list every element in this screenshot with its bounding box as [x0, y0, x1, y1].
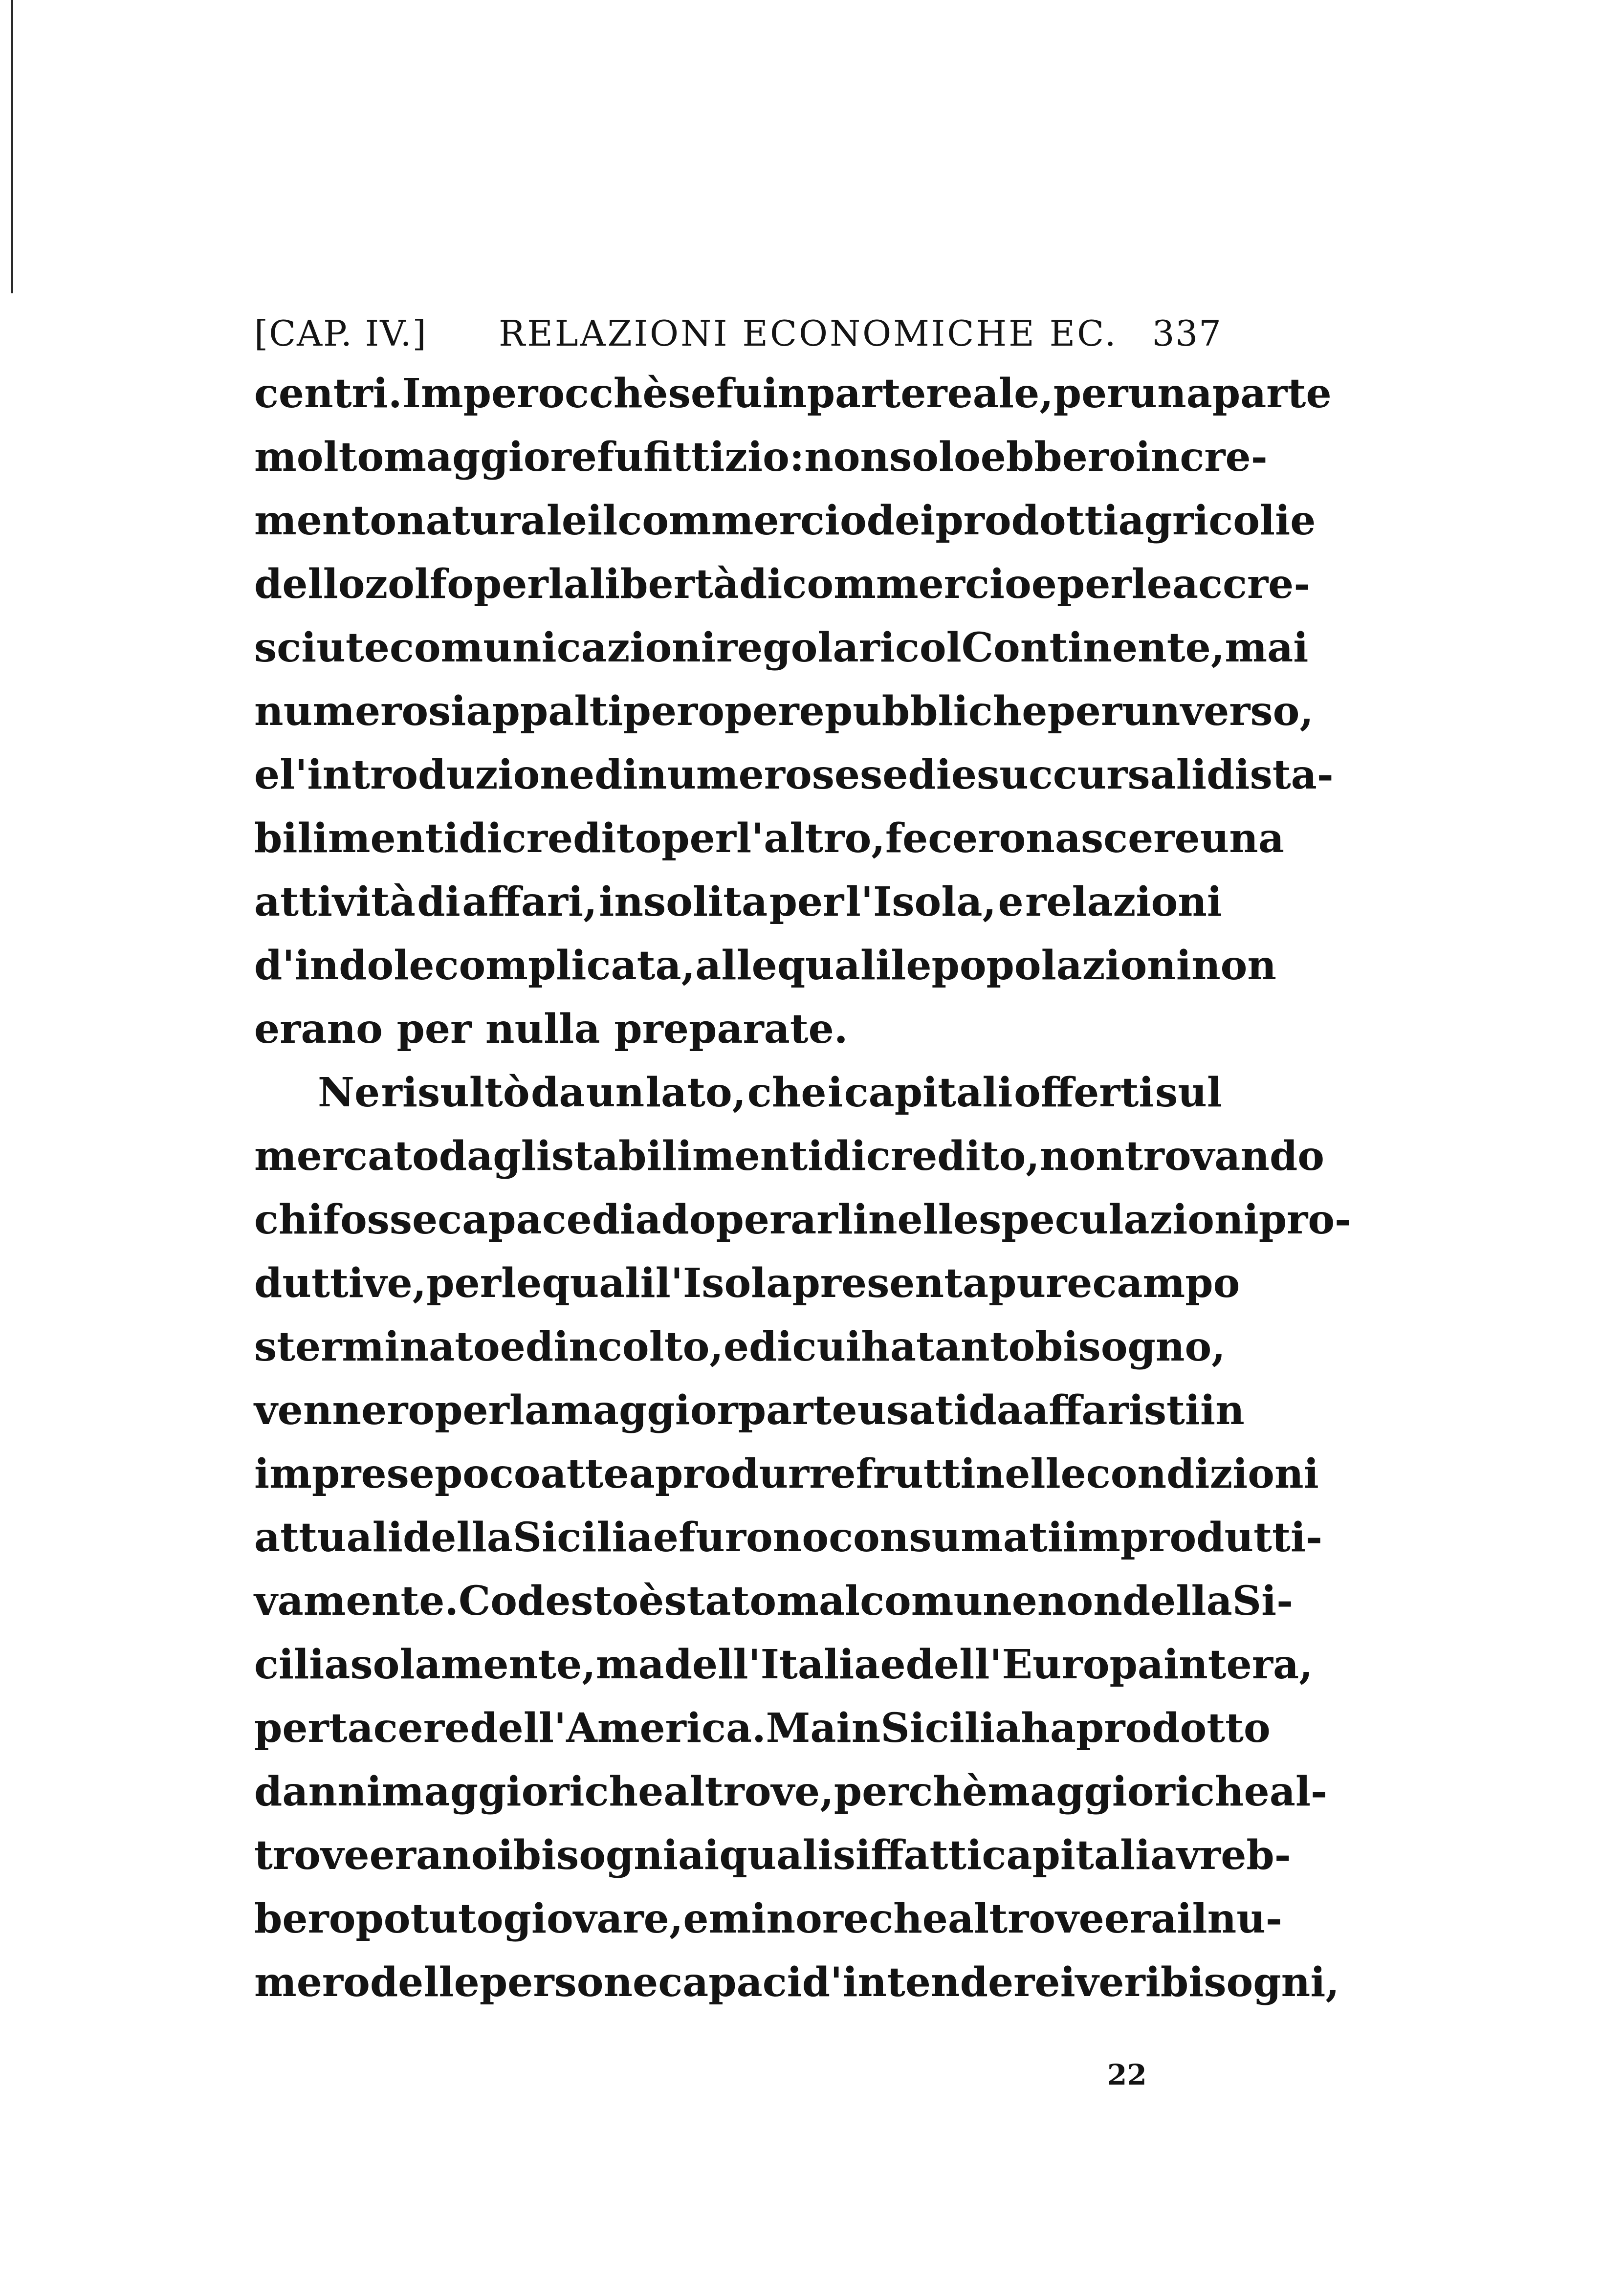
- text-line: e l'introduzione di numerose sedi e succursali di sta-: [254, 751, 1334, 798]
- text-line: sterminato ed incolto, e di cui ha tanto bisogno,: [254, 1323, 1226, 1370]
- page-number: 337: [1152, 313, 1222, 354]
- text-line: trove erano i bisogni ai quali siffatti capitali avreb-: [254, 1832, 1291, 1879]
- text-line: bilimenti di credito per l'altro, fecero nascere una: [254, 815, 1285, 862]
- text-line: vamente. Codesto è stato mal comune non della Si-: [254, 1578, 1294, 1625]
- binding-edge-line: [11, 0, 13, 293]
- chapter-label: [CAP. IV.]: [254, 313, 427, 354]
- text-line: centri. Imperocchè se fu in parte reale, per una parte: [254, 370, 1332, 417]
- text-line: vennero per la maggior parte usati da affaristi in: [254, 1387, 1245, 1434]
- text-line: attività di affari, insolita per l'Isola, e relazioni: [254, 879, 1222, 925]
- text-line: molto maggiore fu fittizio: non solo ebbero incre-: [254, 434, 1268, 481]
- body-text: [254, 362, 1352, 2014]
- text-line: mero delle persone capaci d'intendere i veri bisogni,: [254, 1959, 1339, 2006]
- text-line: danni maggiori che altrove, perchè maggiori che al-: [254, 1768, 1328, 1815]
- text-line: dello zolfo per la libertà di commercio e per le accre-: [254, 561, 1311, 608]
- text-line: imprese poco atte a produrre frutti nelle condizioni: [254, 1451, 1319, 1497]
- signature-mark: 22: [1107, 2058, 1147, 2091]
- text-line: d'indole complicata, alle quali le popolazioni non: [254, 942, 1276, 989]
- text-line: chi fosse capace di adoperarli nelle speculazioni pro-: [254, 1196, 1352, 1243]
- text-line-paragraph-end: erano per nulla preparate.: [254, 1006, 848, 1053]
- text-line: numerosi appalti per opere pubbliche per un verso,: [254, 688, 1314, 735]
- text-line: cilia solamente, ma dell'Italia e dell'Europa intera,: [254, 1641, 1313, 1688]
- running-header: [254, 303, 1222, 357]
- text-line: attuali della Sicilia e furono consumati improdutti-: [254, 1514, 1323, 1561]
- text-line: mercato dagli stabilimenti di credito, non trovando: [254, 1133, 1324, 1180]
- text-line-paragraph-start: Ne risultò da un lato, che i capitali offerti sul: [318, 1069, 1222, 1116]
- text-line: mento naturale il commercio dei prodotti agricoli e: [254, 497, 1316, 544]
- text-line: sciute comunicazioni regolari col Continente, ma i: [254, 624, 1309, 671]
- running-title: RELAZIONI ECONOMICHE EC.: [499, 313, 1118, 354]
- text-line: per tacere dell'America. Ma in Sicilia ha prodotto: [254, 1705, 1271, 1752]
- text-line: bero potuto giovare, e minore che altrove era il nu-: [254, 1895, 1282, 1942]
- text-line: duttive, per le quali l'Isola presenta pure campo: [254, 1260, 1240, 1307]
